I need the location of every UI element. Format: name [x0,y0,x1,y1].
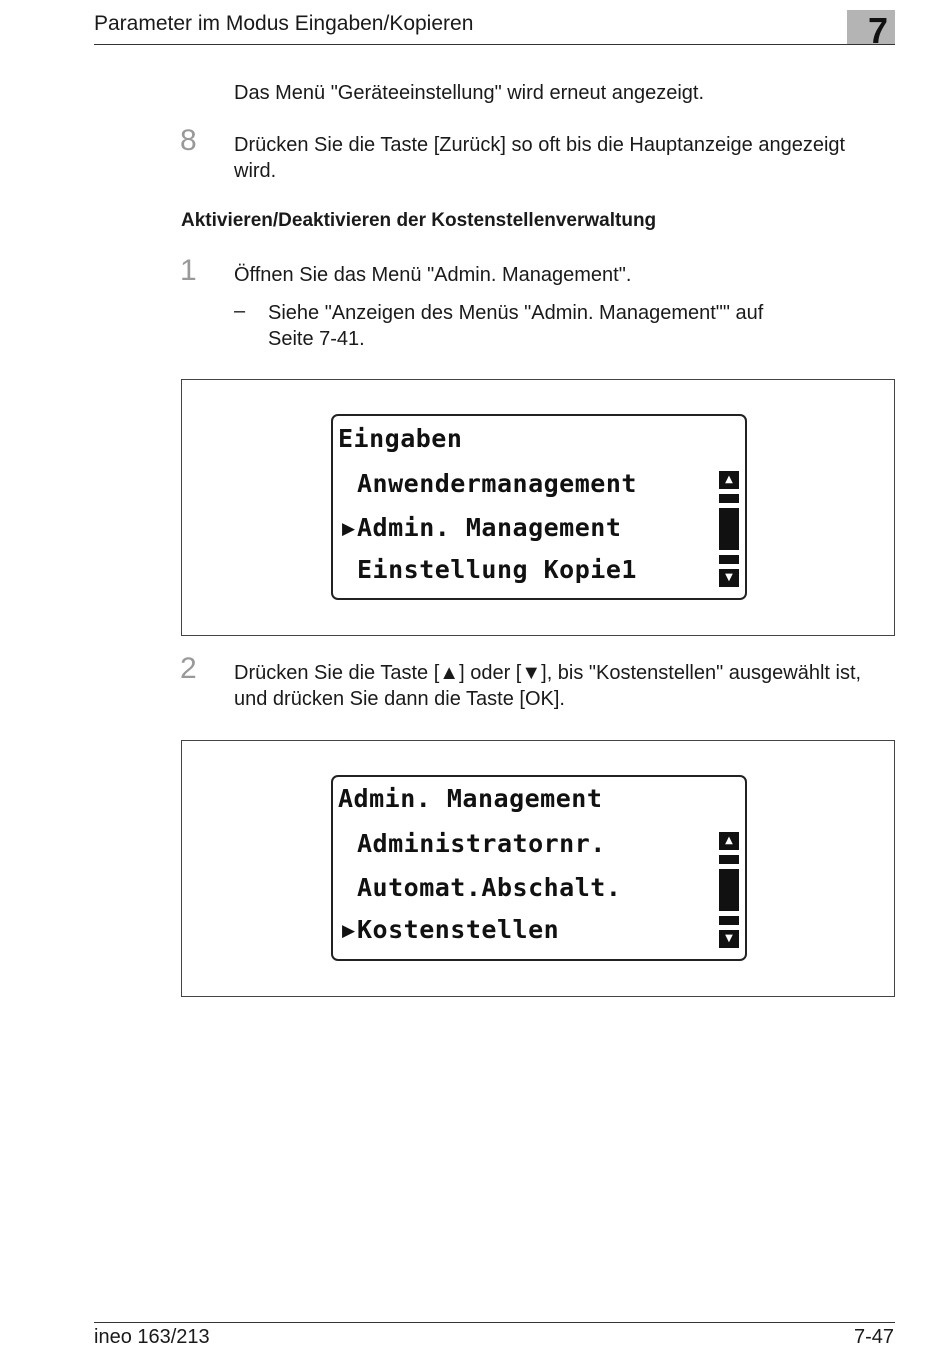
page-header-title: Parameter im Modus Eingaben/Kopieren [94,12,474,35]
lcd-menu-item: Einstellung Kopie1 [357,555,637,584]
lcd-scrollbar: ▲ ▼ [719,832,739,950]
step-1-text: Öffnen Sie das Menü "Admin. Management". [234,264,632,286]
step-2-text-line1: Drücken Sie die Taste [▲] oder [▼], bis "Kostenstellen" ausgewählt ist, [234,662,862,684]
step-8-text-line2: wird. [234,160,277,182]
selection-cursor-icon: ▶ [342,519,356,538]
lcd-display-1 [331,414,747,600]
step-number-2: 2 [180,652,197,685]
lcd-display-2 [331,775,747,961]
scroll-thumb [719,869,739,911]
header-divider [94,44,895,45]
screen-figure-1 [181,379,895,636]
lcd-menu-item: Anwendermanagement [357,469,637,498]
selection-cursor-icon: ▶ [342,921,356,940]
lcd-menu-title: Admin. Management [338,784,603,813]
scroll-thumb [719,508,739,550]
step-number-1: 1 [180,254,197,287]
step-8-text-line1: Drücken Sie die Taste [Zurück] so oft bis die Hauptanzeige angezeigt [234,134,846,156]
footer-divider [94,1322,895,1323]
lcd-menu-title: Eingaben [338,424,463,453]
lcd-menu-item-selected: Kostenstellen [357,915,560,944]
step-1-bullet-line1: Siehe "Anzeigen des Menüs "Admin. Management"" auf [268,302,764,324]
chapter-number: 7 [868,10,889,51]
step-1-bullet-line2: Seite 7-41. [268,328,365,350]
lcd-scrollbar: ▲ ▼ [719,471,739,589]
bullet-dash: – [234,300,246,322]
step-number-8: 8 [180,124,197,157]
lcd-menu-item: Administratornr. [357,829,606,858]
section-subheading: Aktivieren/Deaktivieren der Kostenstellenverwaltung [181,210,657,231]
screen-figure-2 [181,740,895,997]
lcd-menu-item: Automat.Abschalt. [357,873,622,902]
lcd-menu-item-selected: Admin. Management [357,513,622,542]
intro-text: Das Menü "Geräteeinstellung" wird erneut angezeigt. [234,82,705,104]
footer-model: ineo 163/213 [94,1326,210,1348]
step-2-text-line2: und drücken Sie dann die Taste [OK]. [234,688,565,710]
footer-page-number: 7-47 [853,1326,894,1348]
